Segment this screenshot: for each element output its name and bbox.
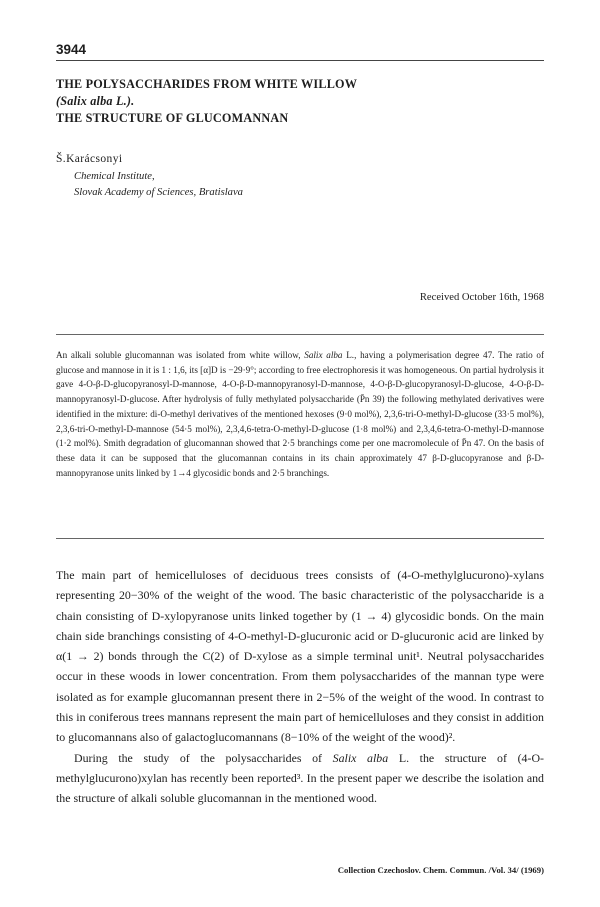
journal-footer: Collection Czechoslov. Chem. Commun. /Vol. 34/ (1969) — [337, 865, 544, 875]
author-affiliation — [74, 169, 243, 201]
abstract — [56, 348, 544, 480]
body-p2-text-1: During the study of the polysaccharides of — [74, 750, 333, 765]
abstract-text-2: L., having a polymerisation degree 47. The ratio of glucose and mannose in it is 1 : 1,6, its [α]D is −29·9°; according to free electrophoresis it was homogeneous. On partial hydrolysis it gave 4-O-β-D-glucopyranosyl-D-mannose, 4-O-β-D-mannopyranosyl-D-mannose, 4-O-β-D-glucopyranosyl-D-glucose, 4-O-β-D-mannopyranosyl-D-glucose. After hydrolysis of fully methylated polysaccharide (P̄n 39) the following methylated derivatives were identified in the mixture: di-O-methyl derivatives of the mentioned hexoses (9·0 mol%), 2,3,6-tri-O-methyl-D-glucose (33·5 mol%), 2,3,6-tri-O-methyl-D-mannose (54·5 mol%), 2,3,4,6-tetra-O-methyl-D-glucose (1·8 mol%) and 2,3,4,6-tetra-O-methyl-D-mannose (1·2 mol%). Smith degradation of glucomannan showed that 2·5 branchings come per one macromolecule of P̄n 47. On the basis of these data it can be supposed that the glucomannan contains in its chain approximately 47 β-D-glucopyranose and β-D-mannopyranose units linked by 1→4 glycosidic bonds and 2·5 branchings. — [56, 350, 545, 478]
article-title — [56, 76, 544, 127]
page-number: 3944 — [56, 42, 87, 57]
body-text — [56, 565, 544, 809]
affiliation-line-1: Chemical Institute, — [74, 171, 155, 182]
body-p2-text-2: L. the structure of (4-O-methylglucurono)xylan has recently been reported³. In the present paper we describe the isolation and the structure of alkali soluble glucomannan in the mentioned wood. — [56, 750, 544, 806]
title-line-3: THE STRUCTURE OF GLUCOMANNAN — [56, 111, 289, 125]
header-rule — [56, 60, 544, 61]
title-line-1: THE POLYSACCHARIDES FROM WHITE WILLOW — [56, 77, 358, 91]
abstract-species-name: Salix alba — [304, 350, 343, 360]
affiliation-line-2: Slovak Academy of Sciences, Bratislava — [74, 187, 243, 198]
body-paragraph-2 — [56, 748, 544, 809]
received-date: Received October 16th, 1968 — [419, 292, 544, 303]
abstract-bottom-rule — [56, 538, 544, 539]
body-p2-species-name: Salix alba — [332, 750, 389, 765]
title-line-2: (Salix alba L.). — [56, 94, 135, 108]
abstract-top-rule — [56, 334, 544, 335]
abstract-paragraph — [56, 348, 544, 480]
body-paragraph-1: The main part of hemicelluloses of deciduous trees consists of (4-O-methylglucurono)-xylans representing 20−30% of the weight of the wood. The basic characteristic of the polysaccharide is a chain consisting of D-xylopyranose units linked together by (1 → 4) glycosidic bonds. On the main chain side branchings consisting of 4-O-methyl-D-glucuronic acid or D-glucuronic acid are linked by α(1 → 2) bonds through the C(2) of D-xylose as a simple terminal unit¹. Neutral polysaccharides occur in these woods in lower concentration. From them polysaccharides of the mannan type were isolated as for example glucomannan present there in 2−5% of the weight of the wood. In contrast to this in coniferous trees mannans represent the main part of hemicelluloses and they consist in addition to glucomannans also of galactoglucomannans (8−10% of the weight of the wood)². — [56, 568, 544, 745]
abstract-text-1: An alkali soluble glucomannan was isolated from white willow, — [56, 350, 305, 360]
author-name: Š.Karácsonyi — [56, 153, 123, 165]
